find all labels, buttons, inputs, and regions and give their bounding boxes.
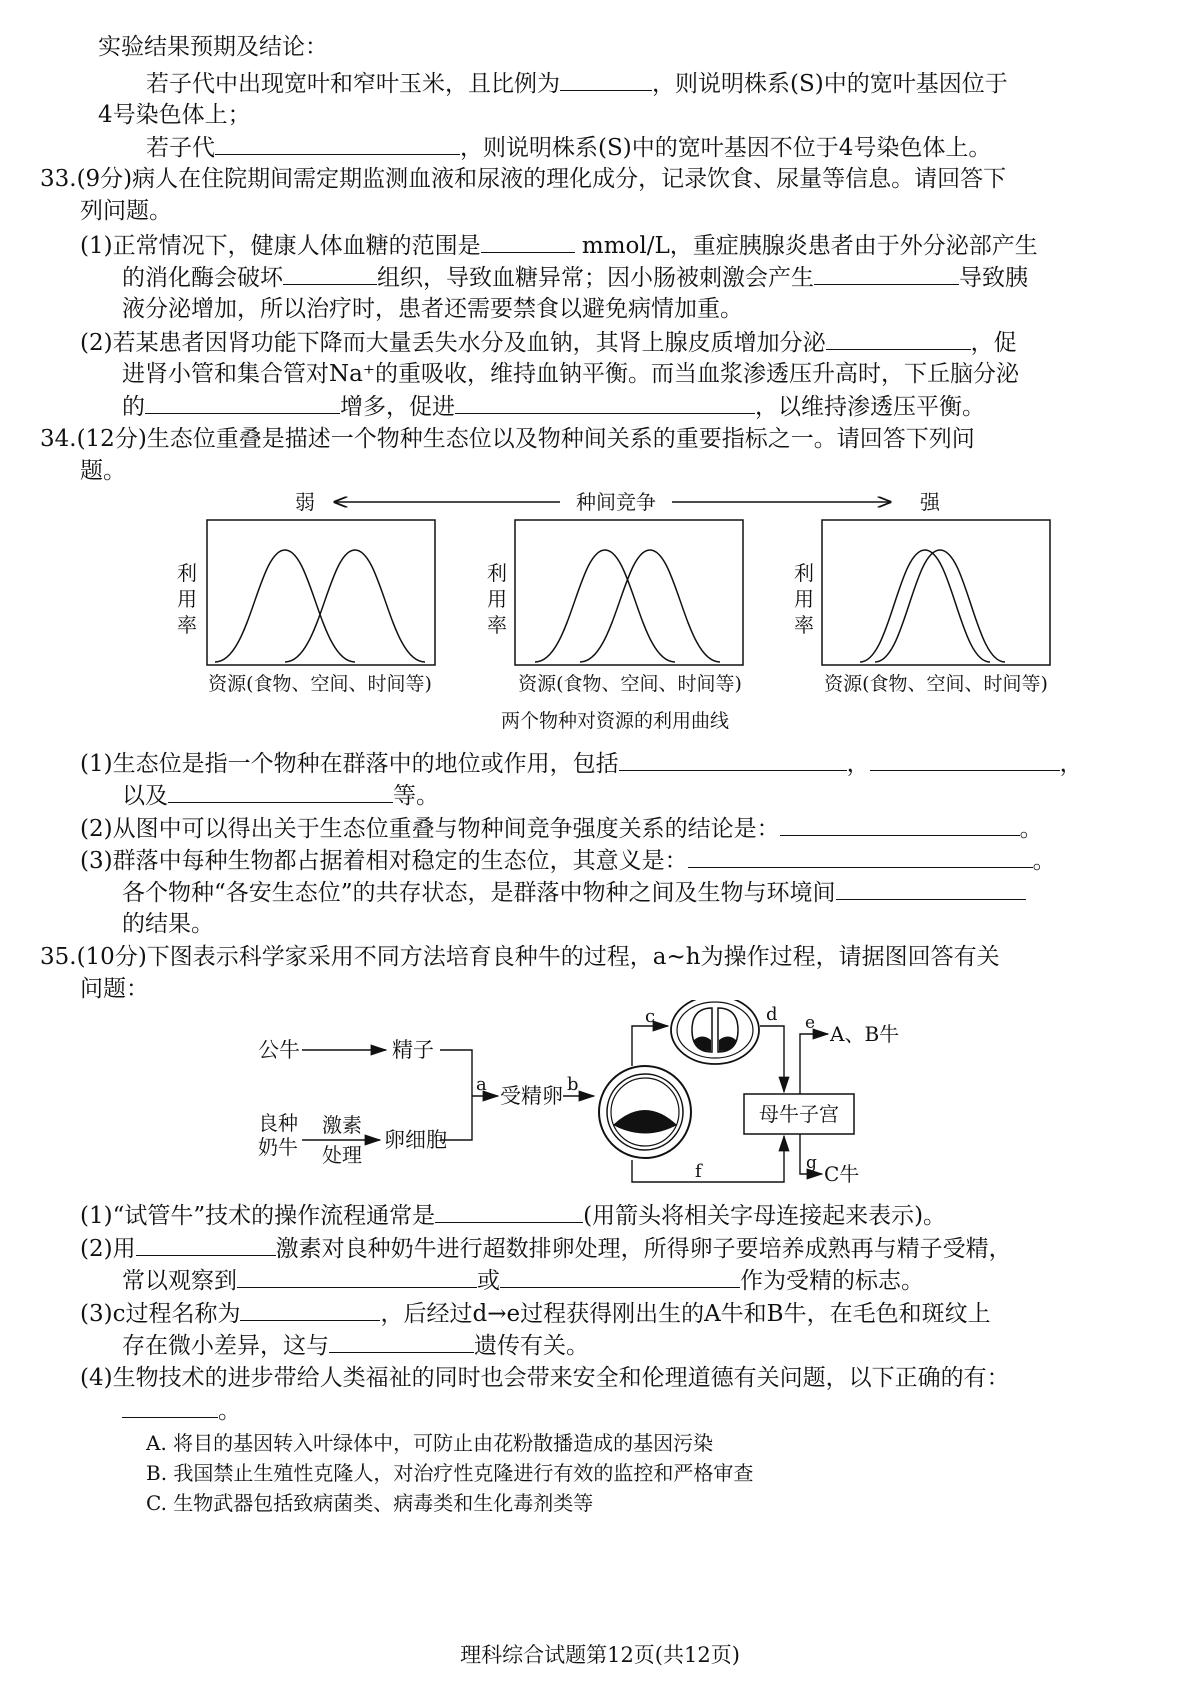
sperm-label: 精子 [392, 1038, 434, 1062]
step-a-label: a [476, 1074, 487, 1095]
species-2-curve [875, 550, 1005, 662]
page-footer: 理科综合试题第12页(共12页) [460, 1643, 740, 1667]
q34-stem: 34.(12分)生态位重叠是描述一个物种生态位以及物种间关系的重要指标之一。请回答下列问 [40, 426, 975, 452]
step-f-label: f [695, 1161, 702, 1182]
y-label-char: 利 [794, 561, 814, 585]
y-label-char: 用 [794, 587, 814, 611]
bull-label: 公牛 [258, 1038, 300, 1062]
answer-blank[interactable] [826, 327, 971, 350]
answer-blank[interactable] [240, 1298, 380, 1321]
intro-line-1: 若子代中出现宽叶和窄叶玉米，且比例为 ，则说明株系(S)中的宽叶基因位于 [146, 68, 1008, 99]
q35-stem: 35.(10分)下图表示科学家采用不同方法培育良种牛的过程，a~h为操作过程，请据图回答有关 [40, 944, 1000, 970]
curve-panel-weak [177, 520, 435, 695]
q33-part-1-line-2: 的消化酶会破坏 组织，导致血糖异常；因小肠被刺激会产生 导致胰 [122, 262, 1028, 293]
q34-part-3-line-2: 各个物种“各安生态位”的共存状态，是群落中物种之间及生物与环境间 [122, 877, 1026, 908]
q33-stem-2: 列问题。 [80, 198, 172, 224]
curve-panel-medium [487, 520, 743, 695]
intro-line-2: 4号染色体上； [98, 102, 251, 128]
answer-blank[interactable] [814, 262, 959, 285]
q35-part-3-line-2: 存在微小差异，这与 遗传有关。 [122, 1330, 589, 1361]
q35-part-4-line-2: 。 [122, 1395, 241, 1426]
answer-blank[interactable] [688, 845, 1033, 868]
answer-blank[interactable] [560, 68, 652, 91]
answer-blank[interactable] [145, 391, 340, 414]
species-1-curve [215, 550, 355, 662]
answer-blank[interactable] [136, 1233, 276, 1256]
answer-blank[interactable] [481, 230, 575, 253]
q35-stem-2: 问题： [80, 976, 149, 1002]
niche-overlap-figure [0, 480, 1200, 740]
q33-part-2: (2)若某患者因肾功能下降而大量丢失水分及血钠，其肾上腺皮质增加分泌 ，促 [80, 327, 1017, 358]
c-cattle-label: C牛 [824, 1162, 860, 1186]
answer-blank[interactable] [619, 748, 847, 771]
q33-part-1: (1)正常情况下，健康人体血糖的范围是 mmol/L，重症胰腺炎患者由于外分泌部产生 [80, 230, 1038, 261]
q34-part-1-line-2: 以及 等。 [122, 780, 439, 811]
plot-frame [822, 520, 1050, 665]
curve-panel-strong [794, 520, 1050, 695]
answer-blank[interactable] [435, 1200, 583, 1223]
option-b: B. 我国禁止生殖性克隆人，对治疗性克隆进行有效的监控和严格审查 [146, 1461, 754, 1485]
q35-part-1: (1)“试管牛”技术的操作流程通常是 (用箭头将相关字母连接起来表示)。 [80, 1200, 946, 1231]
answer-blank[interactable] [283, 262, 377, 285]
x-axis-label: 资源(食物、空间、时间等) [208, 673, 432, 695]
cattle-breeding-diagram [0, 1000, 1200, 1200]
q34-stem-2: 题。 [80, 458, 126, 484]
step-d-label: d [766, 1004, 778, 1025]
cow-label-2: 奶牛 [258, 1135, 298, 1159]
species-1-curve [535, 550, 675, 662]
competition-label: 种间竞争 [576, 490, 656, 514]
step-e-label: e [805, 1013, 816, 1033]
y-label-char: 利 [177, 561, 197, 585]
arrow-d [760, 1026, 784, 1092]
y-label-char: 用 [487, 587, 507, 611]
answer-blank[interactable] [168, 780, 393, 803]
q35-part-2: (2)用 激素对良种奶牛进行超数排卵处理，所得卵子要培养成熟再与精子受精， [80, 1233, 1012, 1264]
weak-label: 弱 [295, 490, 315, 514]
q33-part-2-line-3: 的 增多，促进 ，以维持渗透压平衡。 [122, 391, 985, 422]
arrow-f [632, 1136, 784, 1182]
q34-part-3: (3)群落中每种生物都占据着相对稳定的生态位，其意义是： 。 [80, 845, 1056, 876]
arrow-e [800, 1034, 828, 1094]
y-label-char: 率 [487, 613, 507, 637]
result-heading: 实验结果预期及结论： [98, 34, 328, 60]
option-c: C. 生物武器包括致病菌类、病毒类和生化毒剂类等 [146, 1491, 594, 1515]
y-label-char: 率 [177, 613, 197, 637]
answer-blank[interactable] [122, 1395, 218, 1418]
answer-blank[interactable] [500, 1265, 740, 1288]
q34-part-2: (2)从图中可以得出关于生态位重叠与物种间竞争强度关系的结论是： 。 [80, 813, 1043, 844]
x-axis-label: 资源(食物、空间、时间等) [518, 673, 742, 695]
answer-blank[interactable] [836, 877, 1026, 900]
x-axis-label: 资源(食物、空间、时间等) [824, 673, 1048, 695]
step-g-label: g [806, 1153, 817, 1173]
strong-label: 强 [920, 490, 940, 514]
arrow-c [632, 1026, 668, 1066]
y-label-char: 利 [487, 561, 507, 585]
plot-frame [515, 520, 743, 665]
q33-part-2-line-2: 进肾小管和集合管对Na⁺的重吸收，维持血钠平衡。而当血浆渗透压升高时，下丘脑分泌 [122, 361, 1019, 387]
answer-blank[interactable] [329, 1330, 474, 1353]
plot-frame [207, 520, 435, 665]
cow-label-1: 良种 [258, 1111, 298, 1135]
q33-part-1-line-3: 液分泌增加，所以治疗时，患者还需要禁食以避免病情加重。 [122, 296, 743, 322]
option-a: A. 将目的基因转入叶绿体中，可防止由花粉散播造成的基因污染 [146, 1431, 714, 1455]
answer-blank[interactable] [870, 748, 1060, 771]
species-1-curve [860, 550, 990, 662]
intro-line-3: 若子代 ，则说明株系(S)中的宽叶基因不位于4号染色体上。 [146, 132, 991, 163]
egg-label: 卵细胞 [384, 1128, 447, 1152]
blastocyst-icon [599, 1066, 691, 1158]
y-label-char: 用 [177, 587, 197, 611]
fertilization-bracket [440, 1050, 472, 1140]
answer-blank[interactable] [215, 132, 460, 155]
species-2-curve [285, 550, 425, 662]
answer-blank[interactable] [237, 1265, 477, 1288]
q34-part-1: (1)生态位是指一个物种在群落中的地位或作用，包括 ， ， [80, 748, 1083, 779]
answer-blank[interactable] [780, 813, 1020, 836]
figure-caption: 两个物种对资源的利用曲线 [500, 710, 730, 732]
hormone-label-1: 激素 [322, 1113, 362, 1137]
zygote-label: 受精卵 [500, 1084, 563, 1108]
q34-part-3-line-3: 的结果。 [122, 911, 214, 937]
answer-blank[interactable] [455, 391, 755, 414]
q35-part-2-line-2: 常以观察到 或 作为受精的标志。 [122, 1265, 924, 1296]
step-c-label: c [645, 1006, 656, 1027]
q35-part-4: (4)生物技术的进步带给人类福祉的同时也会带来安全和伦理道德有关问题，以下正确的有： [80, 1365, 1010, 1391]
step-b-label: b [567, 1074, 579, 1095]
q33-stem: 33.(9分)病人在住院期间需定期监测血液和尿液的理化成分，记录饮食、尿量等信息。请回答下 [40, 166, 1007, 192]
q35-part-3: (3)c过程名称为 ，后经过d→e过程获得刚出生的A牛和B牛，在毛色和斑纹上 [80, 1298, 991, 1329]
split-embryo-icon [671, 1000, 759, 1064]
ab-cattle-label: A、B牛 [830, 1022, 900, 1046]
hormone-label-2: 处理 [322, 1143, 362, 1167]
y-label-char: 率 [794, 613, 814, 637]
species-2-curve [580, 550, 720, 662]
uterus-label: 母牛子宫 [759, 1102, 839, 1126]
